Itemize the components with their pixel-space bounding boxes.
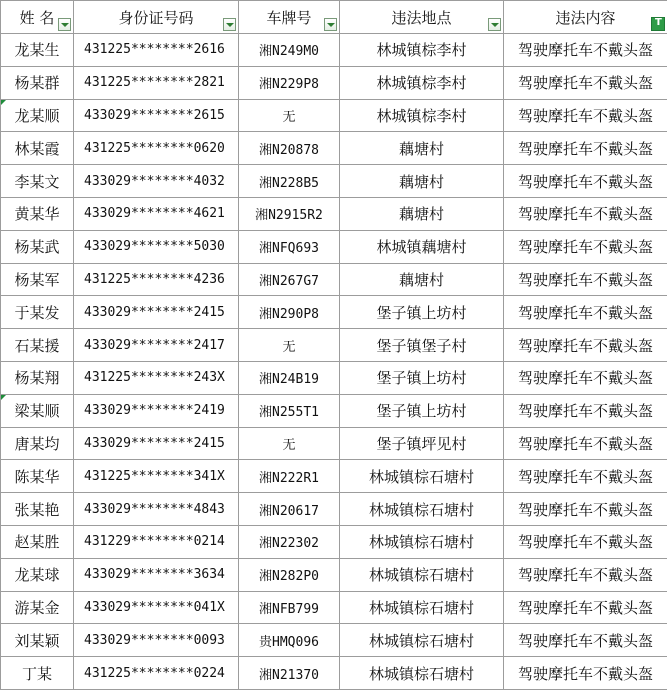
filter-dropdown-icon[interactable]	[58, 18, 71, 31]
cell-place[interactable]: 林城镇棕石塘村	[340, 558, 504, 591]
cell-name[interactable]: 梁某顺	[1, 394, 74, 427]
cell-plate[interactable]: 湘N21370	[239, 657, 340, 690]
table-row	[1, 66, 667, 99]
cell-id-number[interactable]: 433029********4621	[74, 197, 239, 230]
cell-name[interactable]: 于某发	[1, 296, 74, 329]
cell-id-number[interactable]: 433029********4843	[74, 493, 239, 526]
cell-plate[interactable]: 湘N2915R2	[239, 197, 340, 230]
cell-violation[interactable]: 驾驶摩托车不戴头盔	[504, 197, 667, 230]
cell-plate[interactable]: 贵HMQ096	[239, 624, 340, 657]
cell-id-number[interactable]: 433029********2415	[74, 296, 239, 329]
cell-id-number[interactable]: 431225********2821	[74, 66, 239, 99]
cell-violation[interactable]: 驾驶摩托车不戴头盔	[504, 99, 667, 132]
cell-id-number[interactable]: 433029********2417	[74, 329, 239, 362]
table-row	[1, 525, 667, 558]
filter-dropdown-icon[interactable]	[223, 18, 236, 31]
header-violation[interactable]	[504, 1, 667, 34]
header-place[interactable]	[340, 1, 504, 34]
header-name[interactable]	[1, 1, 74, 34]
cell-name[interactable]: 陈某华	[1, 460, 74, 493]
cell-plate[interactable]: 湘N282P0	[239, 558, 340, 591]
cell-name[interactable]: 石某援	[1, 329, 74, 362]
cell-name[interactable]: 赵某胜	[1, 525, 74, 558]
cell-place[interactable]: 林城镇棕石塘村	[340, 525, 504, 558]
cell-violation[interactable]: 驾驶摩托车不戴头盔	[504, 427, 667, 460]
cell-place[interactable]: 林城镇棕李村	[340, 99, 504, 132]
cell-id-number[interactable]: 431229********0214	[74, 525, 239, 558]
cell-id-number[interactable]: 433029********5030	[74, 230, 239, 263]
filter-dropdown-icon[interactable]	[324, 18, 337, 31]
cell-name[interactable]: 杨某军	[1, 263, 74, 296]
cell-plate[interactable]: 湘N290P8	[239, 296, 340, 329]
cell-name[interactable]: 张某艳	[1, 493, 74, 526]
cell-violation[interactable]: 驾驶摩托车不戴头盔	[504, 493, 667, 526]
cell-id-number[interactable]: 431225********341X	[74, 460, 239, 493]
cell-plate[interactable]: 无	[239, 427, 340, 460]
cell-id-number[interactable]: 431225********243X	[74, 361, 239, 394]
table-row	[1, 329, 667, 362]
table-row	[1, 132, 667, 165]
header-name-label: 姓 名	[19, 8, 55, 27]
cell-violation[interactable]: 驾驶摩托车不戴头盔	[504, 263, 667, 296]
table-row	[1, 591, 667, 624]
cell-plate[interactable]: 湘N24B19	[239, 361, 340, 394]
header-row	[1, 1, 667, 34]
table-row	[1, 99, 667, 132]
cell-id-number[interactable]: 431225********2616	[74, 34, 239, 67]
cell-place[interactable]: 堡子镇上坊村	[340, 361, 504, 394]
cell-place[interactable]: 藕塘村	[340, 197, 504, 230]
cell-violation[interactable]: 驾驶摩托车不戴头盔	[504, 558, 667, 591]
cell-name[interactable]: 刘某颖	[1, 624, 74, 657]
cell-name[interactable]: 杨某群	[1, 66, 74, 99]
cell-plate[interactable]: 湘N222R1	[239, 460, 340, 493]
cell-id-number[interactable]: 431225********0224	[74, 657, 239, 690]
cell-plate[interactable]: 无	[239, 99, 340, 132]
cell-name[interactable]: 丁某	[1, 657, 74, 690]
cell-violation[interactable]: 驾驶摩托车不戴头盔	[504, 66, 667, 99]
cell-plate[interactable]: 湘N249M0	[239, 34, 340, 67]
cell-place[interactable]: 林城镇藕塘村	[340, 230, 504, 263]
cell-place[interactable]: 藕塘村	[340, 132, 504, 165]
table-row	[1, 361, 667, 394]
table-row	[1, 493, 667, 526]
cell-id-number[interactable]: 433029********4032	[74, 165, 239, 198]
table-row	[1, 230, 667, 263]
cell-place[interactable]: 林城镇棕石塘村	[340, 624, 504, 657]
table-row	[1, 197, 667, 230]
cell-id-number[interactable]: 433029********0093	[74, 624, 239, 657]
filter-dropdown-icon[interactable]	[488, 18, 501, 31]
header-place-label: 违法地点	[391, 8, 452, 27]
header-violation-label: 违法内容	[555, 8, 616, 27]
cell-plate[interactable]: 湘N267G7	[239, 263, 340, 296]
table-row	[1, 165, 667, 198]
cell-violation[interactable]: 驾驶摩托车不戴头盔	[504, 361, 667, 394]
table-row	[1, 427, 667, 460]
cell-violation[interactable]: 驾驶摩托车不戴头盔	[504, 34, 667, 67]
cell-name[interactable]: 龙某顺	[1, 99, 74, 132]
cell-plate[interactable]: 湘N22302	[239, 525, 340, 558]
cell-plate[interactable]: 湘N20617	[239, 493, 340, 526]
cell-place[interactable]: 藕塘村	[340, 165, 504, 198]
cell-name[interactable]: 杨某翔	[1, 361, 74, 394]
cell-place[interactable]: 堡子镇堡子村	[340, 329, 504, 362]
cell-plate[interactable]: 湘N228B5	[239, 165, 340, 198]
cell-id-number[interactable]: 431225********4236	[74, 263, 239, 296]
cell-plate[interactable]: 湘N255T1	[239, 394, 340, 427]
cell-violation[interactable]: 驾驶摩托车不戴头盔	[504, 525, 667, 558]
cell-violation[interactable]: 驾驶摩托车不戴头盔	[504, 394, 667, 427]
table-row	[1, 657, 667, 690]
cell-id-number[interactable]: 433029********3634	[74, 558, 239, 591]
cell-name[interactable]: 杨某武	[1, 230, 74, 263]
cell-violation[interactable]: 驾驶摩托车不戴头盔	[504, 132, 667, 165]
table-row	[1, 558, 667, 591]
cell-place[interactable]: 堡子镇坪见村	[340, 427, 504, 460]
header-id[interactable]	[74, 1, 239, 34]
cell-name[interactable]: 黄某华	[1, 197, 74, 230]
cell-violation[interactable]: 驾驶摩托车不戴头盔	[504, 230, 667, 263]
cell-plate[interactable]: 湘NFQ693	[239, 230, 340, 263]
cell-violation[interactable]: 驾驶摩托车不戴头盔	[504, 591, 667, 624]
cell-id-number[interactable]: 431225********0620	[74, 132, 239, 165]
cell-name[interactable]: 李某文	[1, 165, 74, 198]
cell-violation[interactable]: 驾驶摩托车不戴头盔	[504, 460, 667, 493]
cell-violation[interactable]: 驾驶摩托车不戴头盔	[504, 165, 667, 198]
table-row	[1, 34, 667, 67]
cell-place[interactable]: 林城镇棕石塘村	[340, 493, 504, 526]
cell-place[interactable]: 堡子镇上坊村	[340, 296, 504, 329]
cell-violation[interactable]: 驾驶摩托车不戴头盔	[504, 657, 667, 690]
cell-violation[interactable]: 驾驶摩托车不戴头盔	[504, 329, 667, 362]
cell-name[interactable]: 唐某均	[1, 427, 74, 460]
table-row	[1, 624, 667, 657]
cell-place[interactable]: 林城镇棕石塘村	[340, 591, 504, 624]
cell-place[interactable]: 林城镇棕李村	[340, 66, 504, 99]
cell-id-number[interactable]: 433029********2615	[74, 99, 239, 132]
cell-plate[interactable]: 湘NFB799	[239, 591, 340, 624]
cell-place[interactable]: 林城镇棕石塘村	[340, 460, 504, 493]
cell-name[interactable]: 游某金	[1, 591, 74, 624]
table-row	[1, 394, 667, 427]
cell-id-number[interactable]: 433029********041X	[74, 591, 239, 624]
cell-violation[interactable]: 驾驶摩托车不戴头盔	[504, 624, 667, 657]
cell-name[interactable]: 龙某生	[1, 34, 74, 67]
cell-place[interactable]: 林城镇棕李村	[340, 34, 504, 67]
header-id-label: 身份证号码	[118, 8, 194, 27]
header-plate[interactable]	[239, 1, 340, 34]
cell-id-number[interactable]: 433029********2415	[74, 427, 239, 460]
cell-place[interactable]: 堡子镇上坊村	[340, 394, 504, 427]
table-row	[1, 263, 667, 296]
cell-name[interactable]: 林某霞	[1, 132, 74, 165]
cell-id-number[interactable]: 433029********2419	[74, 394, 239, 427]
table-row	[1, 296, 667, 329]
cell-place[interactable]: 林城镇棕石塘村	[340, 657, 504, 690]
cell-plate[interactable]: 湘N20878	[239, 132, 340, 165]
cell-plate[interactable]: 无	[239, 329, 340, 362]
cell-plate[interactable]: 湘N229P8	[239, 66, 340, 99]
cell-name[interactable]: 龙某球	[1, 558, 74, 591]
table-row	[1, 460, 667, 493]
cell-place[interactable]: 藕塘村	[340, 263, 504, 296]
cell-violation[interactable]: 驾驶摩托车不戴头盔	[504, 296, 667, 329]
header-plate-label: 车牌号	[266, 8, 312, 27]
filter-active-icon[interactable]	[651, 17, 665, 31]
